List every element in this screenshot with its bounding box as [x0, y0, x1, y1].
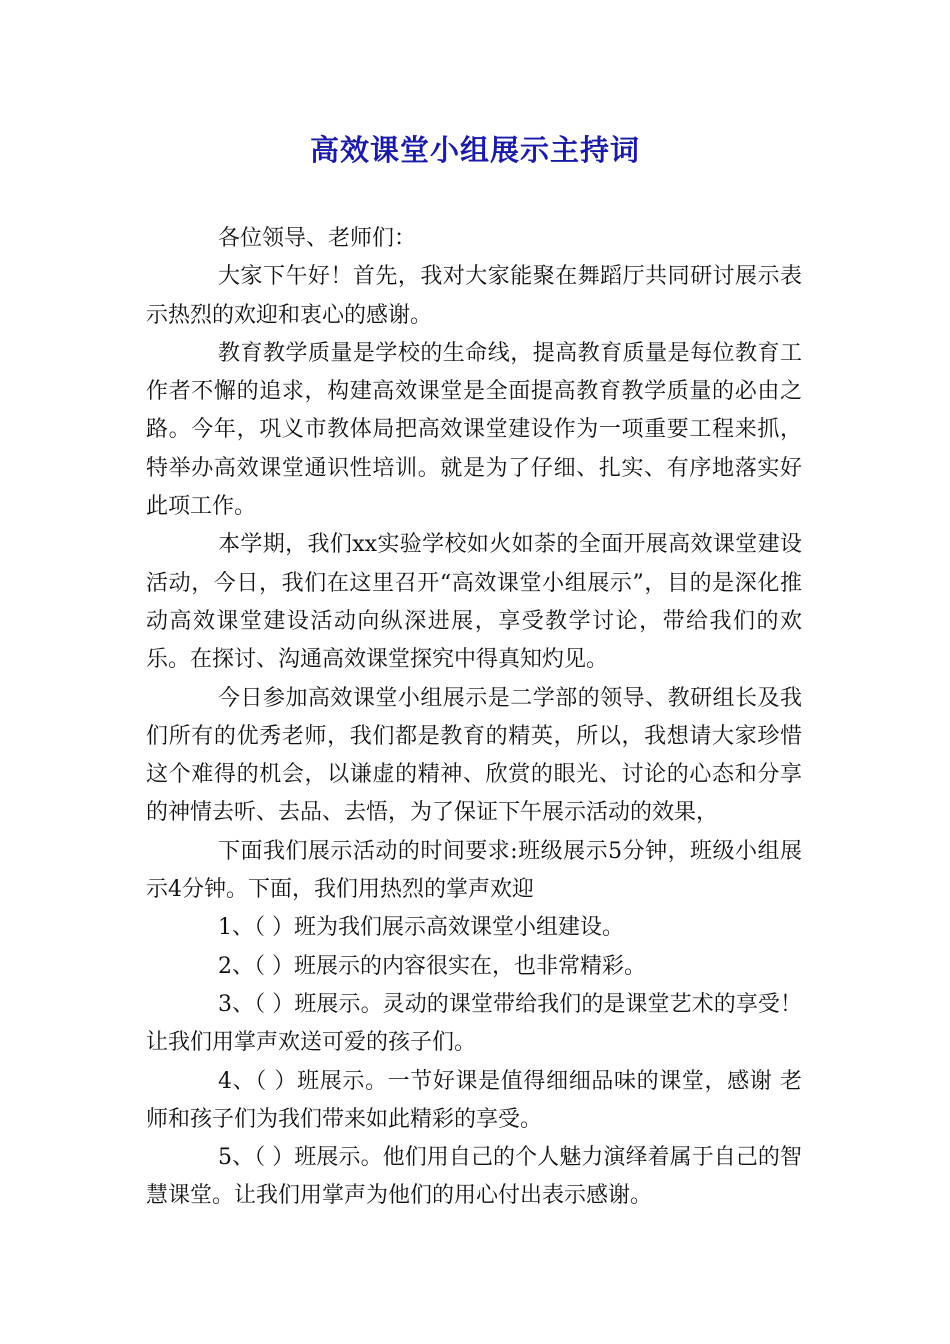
document-title: 高效课堂小组展示主持词 [309, 133, 640, 167]
paragraph-participants: 今日参加高效课堂小组展示是二学部的领导、教研组长及我们所有的优秀老师，我们都是教育的精英，所以，我想请大家珍惜这个难得的机会，以谦虚的精神、欣赏的眼光、讨论的心态和分享的神情去听、去品、去悟，为了保证下午展示活动的效果， [146, 685, 802, 826]
paragraph-quality: 教育教学质量是学校的生命线，提高教育质量是每位教育工作者不懈的追求，构建高效课堂是全面提高教育教学质量的必由之路。今年，巩义市教体局把高效课堂建设作为一项重要工程来抓，特举办高效课堂通识性培训。就是为了仔细、扎实、有序地落实好此项工作。 [146, 340, 802, 520]
list-item-1: 1、（ ）班为我们展示高效课堂小组建设。 [218, 915, 624, 941]
list-item-2: 2、（ ）班展示的内容很实在，也非常精彩。 [218, 953, 646, 979]
list-item-4: 4、（ ）班展示。一节好课是值得细细品味的课堂，感谢 老师和孩子们为我们带来如此精彩的享受。 [146, 1068, 802, 1132]
document-body [146, 220, 802, 1216]
list-item-3: 3、（ ）班展示。灵动的课堂带给我们的是课堂艺术的享受！让我们用掌声欢送可爱的孩子们。 [146, 991, 802, 1056]
paragraph-semester: 本学期，我们xx实验学校如火如荼的全面开展高效课堂建设活动，今日，我们在这里召开“高效课堂小组展示”，目的是深化推动高效课堂建设活动向纵深进展，享受教学讨论，带给我们的欢乐。在探讨、沟通高效课堂探究中得真知灼见。 [146, 532, 802, 673]
paragraph-greeting: 大家下午好！首先，我对大家能聚在舞蹈厅共同研讨展示表示热烈的欢迎和衷心的感谢。 [146, 264, 802, 328]
paragraph-salutation: 各位领导、老师们： [218, 226, 417, 251]
list-item-5: 5、（ ）班展示。他们用自己的个人魅力演绎着属于自己的智慧课堂。让我们用掌声为他们的用心付出表示感谢。 [146, 1145, 802, 1209]
paragraph-time-requirements: 下面我们展示活动的时间要求:班级展示5分钟，班级小组展示4分钟。下面，我们用热烈的掌声欢迎 [146, 838, 802, 903]
